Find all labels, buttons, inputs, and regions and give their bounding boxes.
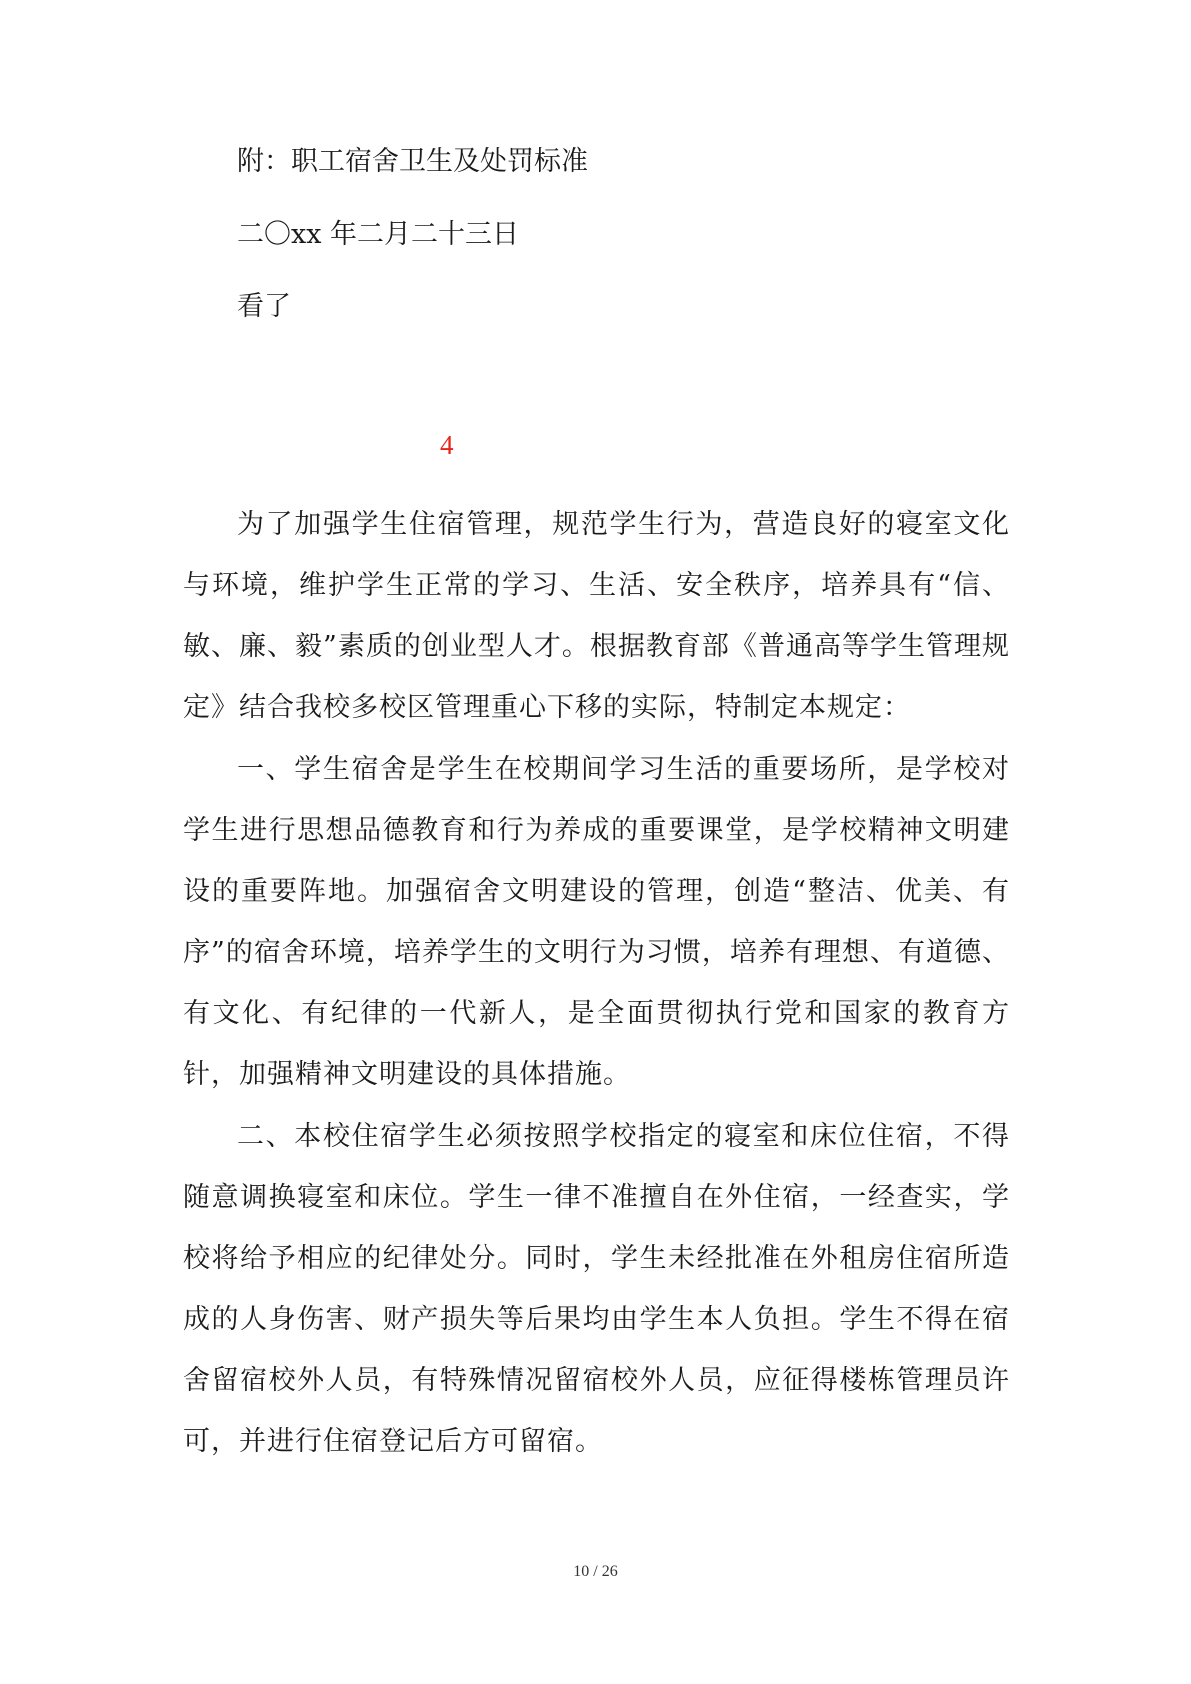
section-number: 4 — [440, 430, 454, 460]
paragraph-intro: 为了加强学生住宿管理，规范学生行为，营造良好的寝室文化与环境，维护学生正常的学习、生活、安全秩序，培养具有“信、敏、廉、毅”素质的创业型人才。根据教育部《普通高等学生管理规定》结合我校多校区管理重心下移的实际，特制定本规定： — [183, 509, 1010, 723]
date-line: 二〇xx 年二月二十三日 — [237, 219, 520, 250]
attachment-note: 附：职工宿舍卫生及处罚标准 — [237, 146, 588, 177]
paragraph-article-1: 一、学生宿舍是学生在校期间学习生活的重要场所，是学校对学生进行思想品德教育和行为养成的重要课堂，是学校精神文明建设的重要阵地。加强宿舍文明建设的管理，创造“整洁、优美、有序”的宿舍环境，培养学生的文明行为习惯，培养有理想、有道德、有文化、有纪律的一代新人，是全面贯彻执行党和国家的教育方针，加强精神文明建设的具体措施。 — [183, 754, 1010, 1090]
read-note: 看了 — [237, 291, 291, 322]
paragraph-article-2: 二、本校住宿学生必须按照学校指定的寝室和床位住宿，不得随意调换寝室和床位。学生一律不准擅自在外住宿，一经查实，学校将给予相应的纪律处分。同时，学生未经批准在外租房住宿所造成的人身伤害、财产损失等后果均由学生本人负担。学生不得在宿舍留宿校外人员，有特殊情况留宿校外人员，应征得楼栋管理员许可，并进行住宿登记后方可留宿。 — [183, 1121, 1010, 1457]
page-indicator: 10 / 26 — [573, 1563, 618, 1580]
